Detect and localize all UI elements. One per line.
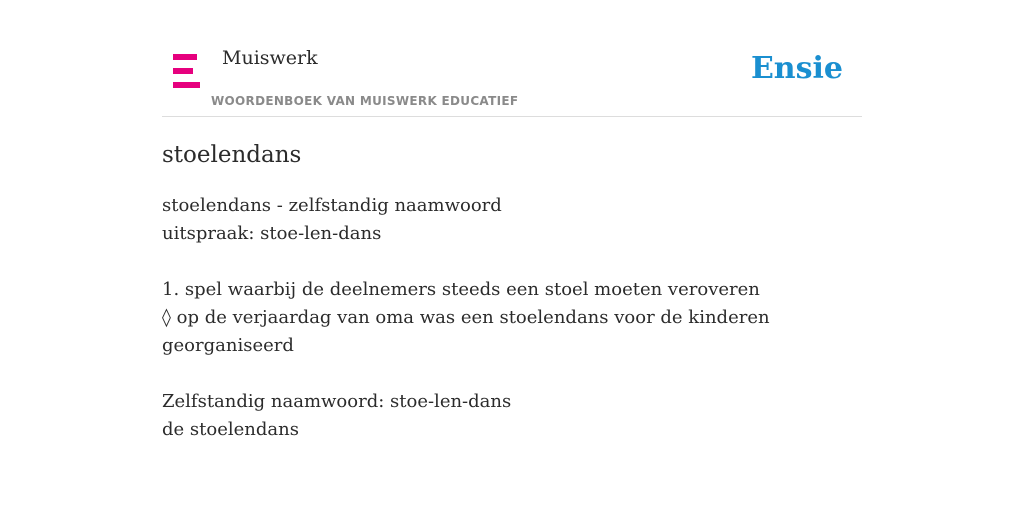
spacer [162,248,782,276]
word-type-line: stoelendans - zelfstandig naamwoord [162,195,502,216]
ensie-logo[interactable]: Ensie [750,51,843,86]
muiswerk-logo-icon[interactable] [173,54,200,88]
example-line-continued: georganiseerd [162,335,294,356]
entry-body [162,192,782,444]
spacer [162,360,782,388]
brand-name[interactable]: Muiswerk [222,47,318,69]
definition-line: 1. spel waarbij de deelnemers steeds een stoel moeten veroveren [162,279,760,300]
entry-title: stoelendans [162,142,302,168]
inflection-line: Zelfstandig naamwoord: stoe-len-dans [162,391,512,412]
pronunciation-line: uitspraak: stoe-len-dans [162,223,382,244]
brand-subtitle: WOORDENBOEK VAN MUISWERK EDUCATIEF [211,94,519,108]
page [162,0,862,440]
article-line: de stoelendans [162,419,299,440]
example-line: ◊ op de verjaardag van oma was een stoelendans voor de kinderen [162,307,770,328]
header [162,0,862,117]
